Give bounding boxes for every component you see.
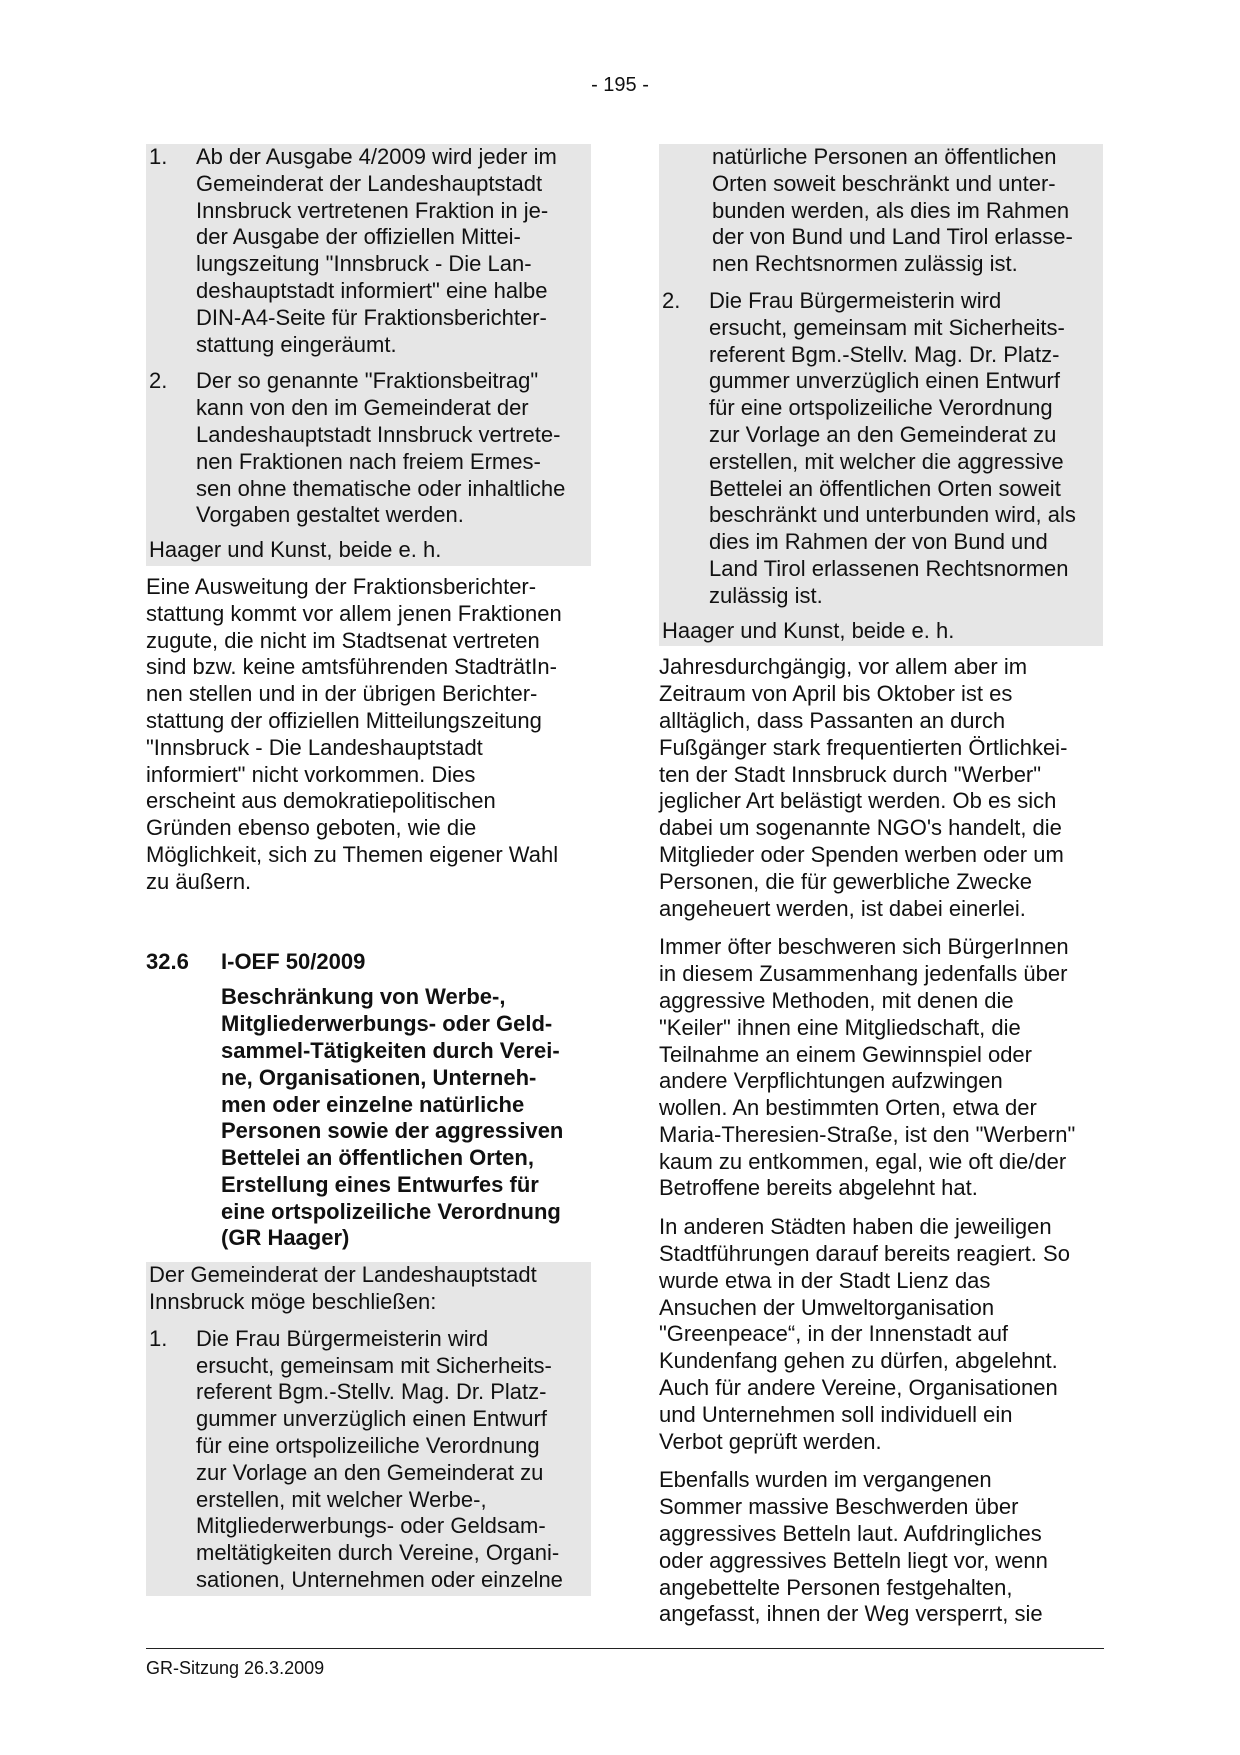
section-number: 32.6: [146, 948, 189, 974]
text-line: Jahresdurchgängig, vor allem aber im: [659, 654, 1028, 680]
text-line: Zeitraum von April bis Oktober ist es: [659, 681, 1013, 707]
section-title: [221, 984, 591, 1252]
text-line: Betroffene bereits abgelehnt hat.: [659, 1175, 978, 1201]
list-item-number: 1.: [149, 1325, 168, 1351]
text-line: ersucht, gemeinsam mit Sicherheits-: [196, 1352, 552, 1378]
text-line: Landeshauptstadt Innsbruck vertrete-: [196, 421, 561, 447]
list-item: [149, 1326, 587, 1594]
text-line: Beschränkung von Werbe-,: [221, 984, 506, 1010]
left-column: [146, 144, 591, 1604]
body-paragraph: [146, 574, 591, 896]
text-line: sationen, Unternehmen oder einzelne: [196, 1567, 563, 1593]
text-line: Erstellung eines Entwurfes für: [221, 1171, 539, 1197]
text-line: ten der Stadt Innsbruck durch "Werber": [659, 761, 1042, 787]
text-line: jeglicher Art belästigt werden. Ob es sich: [659, 788, 1057, 814]
text-line: Mitgliederwerbungs- oder Geld-: [221, 1011, 553, 1037]
text-line: Innsbruck vertretenen Fraktion in je-: [196, 197, 549, 223]
text-line: oder aggressives Betteln liegt vor, wenn: [659, 1547, 1048, 1573]
text-line: lungszeitung "Innsbruck - Die Lan-: [196, 251, 532, 277]
paragraphs: [659, 654, 1103, 1628]
text-line: für eine ortspolizeiliche Verordnung: [709, 395, 1053, 421]
body-paragraph: [659, 1214, 1103, 1455]
text-line: gummer unverzüglich einen Entwurf: [709, 368, 1060, 394]
text-line: Gründen ebenso geboten, wie die: [146, 815, 477, 841]
text-line: meltätigkeiten durch Vereine, Organi-: [196, 1540, 560, 1566]
text-line: und Unternehmen soll individuell ein: [659, 1401, 1013, 1427]
text-line: ne, Organisationen, Unterneh-: [221, 1064, 537, 1090]
list-item: [149, 144, 587, 358]
motion-intro: [149, 1262, 587, 1316]
text-line: "Greenpeace“, in der Innenstadt auf: [659, 1321, 1009, 1347]
text-line: erstellen, mit welcher die aggressive: [709, 448, 1064, 474]
text-line: nen Fraktionen nach freiem Ermes-: [196, 448, 541, 474]
text-line: "Keiler" ihnen eine Mitgliedschaft, die: [659, 1014, 1021, 1040]
text-line: erstellen, mit welcher Werbe-,: [196, 1486, 487, 1512]
list-item-text: [196, 144, 587, 358]
text-line: Mitgliederwerbungs- oder Geldsam-: [196, 1513, 546, 1539]
text-line: stattung der offiziellen Mitteilungszeitung: [146, 707, 542, 733]
text-line: andere Verpflichtungen aufzwingen: [659, 1068, 1003, 1094]
text-line: Die Frau Bürgermeisterin wird: [709, 287, 1002, 313]
text-line: eine ortspolizeiliche Verordnung: [221, 1198, 561, 1224]
list-item-text: [709, 288, 1099, 610]
text-line: Der Gemeinderat der Landeshauptstadt: [149, 1262, 537, 1288]
text-line: Auch für andere Vereine, Organisationen: [659, 1375, 1058, 1401]
text-line: referent Bgm.-Stellv. Mag. Dr. Platz-: [196, 1379, 547, 1405]
text-line: beschränkt und unterbunden wird, als: [709, 502, 1076, 528]
text-line: Ansuchen der Umweltorganisation: [659, 1294, 995, 1320]
text-line: nen stellen und in der übrigen Berichter-: [146, 681, 538, 707]
text-line: aggressive Methoden, mit denen die: [659, 987, 1014, 1013]
text-line: zulässig ist.: [709, 582, 823, 608]
text-line: alltäglich, dass Passanten an durch: [659, 707, 1006, 733]
text-line: erscheint aus demokratiepolitischen: [146, 788, 496, 814]
text-line: kaum zu entkommen, egal, wie oft die/der: [659, 1148, 1067, 1174]
text-line: In anderen Städten haben die jeweiligen: [659, 1214, 1052, 1240]
text-line: Gemeinderat der Landeshauptstadt: [196, 170, 543, 196]
text-line: Stadtführungen darauf bereits reagiert. So: [659, 1241, 1070, 1267]
text-line: Sommer massive Beschwerden über: [659, 1494, 1019, 1520]
body-paragraph: [659, 934, 1103, 1202]
text-line: dies im Rahmen der von Bund und: [709, 529, 1048, 555]
text-line: Die Frau Bürgermeisterin wird: [196, 1325, 489, 1351]
numbered-list: [149, 144, 587, 529]
text-line: stattung eingeräumt.: [196, 331, 397, 357]
signature: Haager und Kunst, beide e. h.: [662, 617, 955, 643]
list-item-text: [196, 1326, 587, 1594]
text-line: aggressives Betteln laut. Aufdringliches: [659, 1521, 1042, 1547]
page-number: - 195 -: [591, 74, 649, 96]
text-line: Möglichkeit, sich zu Themen eigener Wahl: [146, 841, 559, 867]
list-item-number: 2.: [149, 368, 168, 394]
numbered-list: [149, 1326, 587, 1594]
text-line: nen Rechtsnormen zulässig ist.: [712, 251, 1018, 277]
text-line: "Innsbruck - Die Landeshauptstadt: [146, 734, 483, 760]
list-item-number: 1.: [149, 144, 168, 169]
text-line: angefasst, ihnen der Weg versperrt, sie: [659, 1601, 1043, 1627]
text-line: dabei um sogenannte NGO's handelt, die: [659, 815, 1062, 841]
text-line: Bettelei an öffentlichen Orten,: [221, 1145, 534, 1171]
text-line: zur Vorlage an den Gemeinderat zu: [709, 421, 1057, 447]
text-line: (GR Haager): [221, 1225, 350, 1251]
text-line: wurde etwa in der Stadt Lienz das: [659, 1267, 991, 1293]
text-line: angeheuert werden, ist dabei einerlei.: [659, 895, 1026, 921]
text-line: gummer unverzüglich einen Entwurf: [196, 1406, 547, 1432]
body-paragraph: [659, 654, 1103, 922]
list-item-number: 2.: [662, 287, 681, 313]
text-line: bunden werden, als dies im Rahmen: [712, 197, 1070, 223]
text-line: ersucht, gemeinsam mit Sicherheits-: [709, 314, 1065, 340]
text-line: Ebenfalls wurden im vergangenen: [659, 1467, 992, 1493]
text-line: informiert" nicht vorkommen. Dies: [146, 761, 476, 787]
text-line: kann von den im Gemeinderat der: [196, 395, 529, 421]
text-line: Ab der Ausgabe 4/2009 wird jeder im: [196, 144, 557, 169]
text-line: für eine ortspolizeiliche Verordnung: [196, 1433, 540, 1459]
text-line: der von Bund und Land Tirol erlasse-: [712, 224, 1073, 250]
text-line: der Ausgabe der offiziellen Mittei-: [196, 224, 521, 250]
text-line: Innsbruck möge beschließen:: [149, 1289, 437, 1315]
text-line: DIN-A4-Seite für Fraktionsberichter-: [196, 304, 547, 330]
text-line: Maria-Theresien-Straße, ist den "Werbern": [659, 1121, 1076, 1147]
text-line: Fußgänger stark frequentierten Örtlichkei-: [659, 734, 1068, 760]
text-line: Eine Ausweitung der Fraktionsberichter-: [146, 573, 537, 599]
text-line: Teilnahme an einem Gewinnspiel oder: [659, 1041, 1032, 1067]
footer: GR-Sitzung 26.3.2009: [146, 1648, 1104, 1679]
text-line: Personen, die für gewerbliche Zwecke: [659, 868, 1032, 894]
numbered-list: [662, 288, 1099, 610]
text-line: Mitglieder oder Spenden werben oder um: [659, 841, 1064, 867]
motion-box-continued: [659, 144, 1103, 646]
body-paragraph: [659, 1467, 1103, 1628]
text-line: Der so genannte "Fraktionsbeitrag": [196, 368, 539, 394]
list-continuation: [662, 144, 1099, 278]
text-line: natürliche Personen an öffentlichen: [712, 144, 1057, 169]
text-line: zu äußern.: [146, 868, 252, 894]
text-line: Verbot geprüft werden.: [659, 1428, 882, 1454]
signature: Haager und Kunst, beide e. h.: [149, 537, 442, 563]
text-line: in diesem Zusammenhang jedenfalls über: [659, 961, 1068, 987]
text-line: Immer öfter beschweren sich BürgerInnen: [659, 934, 1069, 960]
text-line: Land Tirol erlassenen Rechtsnormen: [709, 555, 1069, 581]
text-line: Kundenfang gehen zu dürfen, abgelehnt.: [659, 1348, 1058, 1374]
text-line: wollen. An bestimmten Orten, etwa der: [659, 1095, 1037, 1121]
text-line: Bettelei an öffentlichen Orten soweit: [709, 475, 1061, 501]
section-heading: [146, 949, 591, 976]
motion-box-1: [146, 144, 591, 566]
text-line: referent Bgm.-Stellv. Mag. Dr. Platz-: [709, 341, 1060, 367]
text-line: sen ohne thematische oder inhaltliche: [196, 475, 566, 501]
list-item: [662, 288, 1099, 610]
text-line: zugute, die nicht im Stadtsenat vertreten: [146, 627, 540, 653]
text-line: zur Vorlage an den Gemeinderat zu: [196, 1459, 544, 1485]
text-line: stattung kommt vor allem jenen Fraktionen: [146, 600, 562, 626]
text-line: deshauptstadt informiert" eine halbe: [196, 277, 548, 303]
text-line: Vorgaben gestaltet werden.: [196, 502, 464, 528]
text-line: Orten soweit beschränkt und unter-: [712, 170, 1056, 196]
list-item: [149, 368, 587, 529]
text-line: men oder einzelne natürliche: [221, 1091, 525, 1117]
text-line: angebettelte Personen festgehalten,: [659, 1574, 1013, 1600]
motion-box-2: [146, 1262, 591, 1596]
text-line: sind bzw. keine amtsführenden StadträtIn-: [146, 654, 557, 680]
list-item-text: [196, 368, 587, 529]
text-line: sammel-Tätigkeiten durch Verei-: [221, 1037, 560, 1063]
section-code: I-OEF 50/2009: [221, 948, 366, 974]
right-column: [659, 144, 1103, 1640]
text-line: Personen sowie der aggressiven: [221, 1118, 564, 1144]
